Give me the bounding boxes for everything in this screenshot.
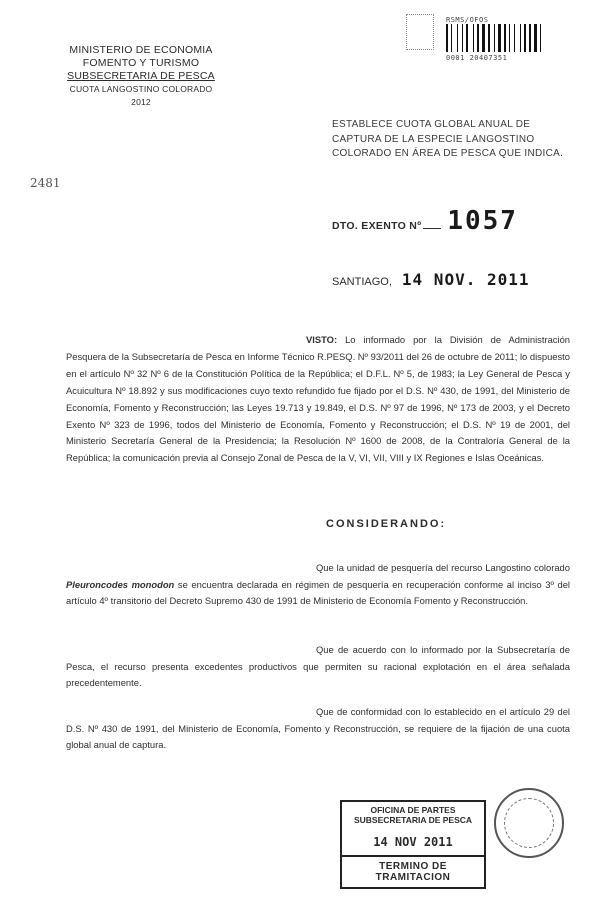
barcode-icon (446, 24, 576, 52)
decree-label: DTO. EXENTO Nº (332, 220, 422, 232)
barcode-top-text: RSMS/OFOS (446, 16, 489, 24)
considerando-1-text-a: Que la unidad de pesquería del recurso Langostino colorado (316, 562, 570, 573)
considerando-paragraph-1 (66, 560, 570, 610)
considerando-1-text-b: se encuentra declarada en régimen de pesquería en recuperación conforme al inciso 3º del artículo 4º transitorio del Decreto Supremo 430 de 1991 de Ministerio de Economía Fomento y Reconstrucción. (66, 578, 570, 607)
barcode-label (446, 16, 576, 62)
stamp-office: OFICINA DE PARTES (370, 805, 456, 815)
filing-mark-icon (406, 14, 434, 50)
decree-number-line (332, 206, 518, 236)
decree-number: 1057 (447, 206, 518, 236)
stamp-subsecretaria: SUBSECRETARIA DE PESCA (353, 815, 473, 825)
city-label: SANTIAGO, (332, 276, 392, 288)
date-stamp: 14 NOV. 2011 (401, 270, 530, 289)
stamp-footer: TERMINO DE TRAMITACION (342, 855, 484, 887)
visto-lead: VISTO: (306, 334, 338, 345)
letterhead (66, 44, 216, 109)
document-reference: CUOTA LANGOSTINO COLORADO 2012 (69, 84, 213, 107)
date-line (332, 270, 530, 289)
barcode-number: 0001 20407351 (446, 54, 508, 62)
ministry-subname: FOMENTO Y TURISMO (82, 57, 200, 69)
visto-section (66, 332, 570, 467)
official-seal-icon (494, 788, 564, 858)
stamp-date: 14 NOV 2011 (373, 835, 453, 849)
margin-note: 2481 (30, 176, 61, 190)
subsecretaria-name: SUBSECRETARIA DE PESCA (67, 70, 215, 82)
reception-stamp (340, 800, 486, 889)
considerando-paragraph-2: Que de acuerdo con lo informado por la Subsecretaría de Pesca, el recurso presenta excedentes productivos que permiten su racional explotación en el área señalada precedentemente. (66, 644, 570, 689)
visto-text: Lo informado por la División de Administración Pesquera de la Subsecretaría de Pesca en Informe Técnico R.PESQ. Nº 93/2011 del 26 de octubre de 2011; lo dispuesto en el artículo Nº 32 Nº 6 de la Constitución Política de la República; el D.F.L. Nº 5, de 1983; la Ley General de Pesca y Acuicultura Nº 18.892 y sus modificaciones cuyo texto refundido fue fijado por el D.S. Nº 430, de 1991, del Ministerio de Economía, Fomento y Reconstrucción; las Leyes 19.713 y 19.849, el D.S. Nº 97 de 1996, Nº 173 de 2003, y el Decreto Exento Nº 323 de 1996, todos del Ministerio de Economía, Fomento y Reconstrucción; el D.S. Nº 19 de 2001, del Ministerio Secretaría General de la Presidencia; la Resolución Nº 1600 de 2008, de la Contraloría General de la República; la comunicación previa al Consejo Zonal de Pesca de la V, VI, VII, VIII y IX Regiones e Islas Oceánicas. (66, 334, 570, 464)
decree-subject: ESTABLECE CUOTA GLOBAL ANUAL DE CAPTURA DE LA ESPECIE LANGOSTINO COLORADO EN ÁREA DE PESCA QUE INDICA. (332, 119, 564, 159)
considerando-paragraph-3: Que de conformidad con lo establecido en el artículo 29 del D.S. Nº 430 de 1991, del Ministerio de Economía, Fomento y Reconstrucción, se requiere de la fijación de una cuota global anual de captura. (66, 706, 570, 751)
ministry-name: MINISTERIO DE ECONOMIA (69, 44, 213, 56)
considerando-title: CONSIDERANDO: (326, 518, 447, 530)
species-name: Pleuroncodes monodon (66, 578, 175, 590)
